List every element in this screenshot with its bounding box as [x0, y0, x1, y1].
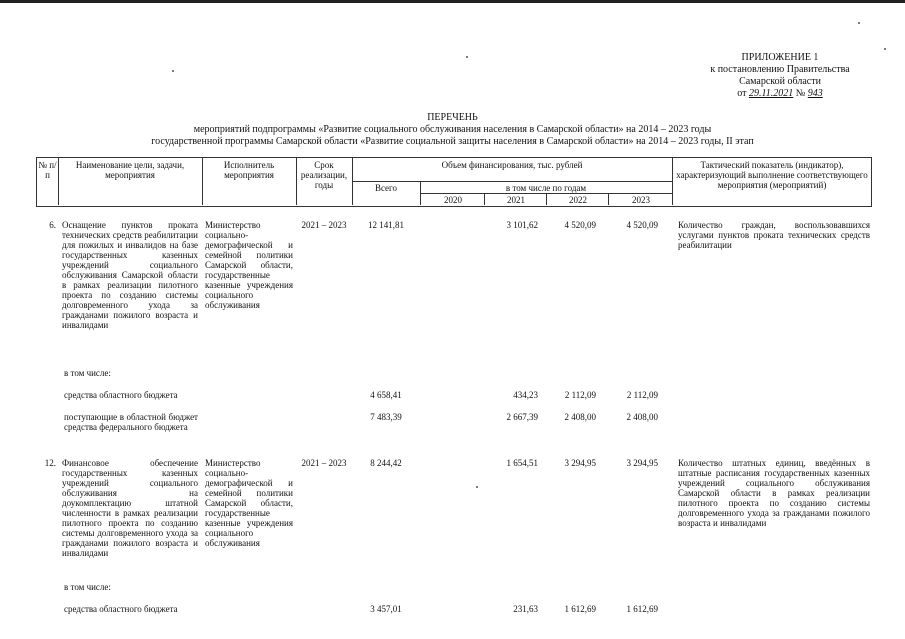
col-total: Всего	[374, 183, 398, 193]
row-2023: 1 612,69	[626, 604, 658, 614]
row-number: 6.	[49, 220, 56, 230]
row-label: поступающие в областной бюджет средства федерального бюджета	[64, 412, 198, 432]
row-2022: 2 408,00	[564, 412, 596, 422]
row-2021: 3 101,62	[506, 220, 538, 230]
row-2021: 2 667,39	[506, 412, 538, 422]
col-2021: 2021	[507, 195, 525, 205]
subtotal-label: в том числе:	[64, 582, 111, 592]
appendix-block	[660, 52, 900, 100]
appendix-line1: ПРИЛОЖЕНИЕ 1	[741, 52, 819, 63]
col-2023: 2023	[632, 195, 650, 205]
row-indicator: Количество штатных единиц, введённых в штатные расписания государственных казенных учреждений социального обслуживания Самарской области в рамках реализации пилотного проекта по созданию системы долговременного ухода за гражданами пожилого возраста и инвалидами	[678, 458, 870, 528]
date-handwritten: 29.11.2021	[748, 88, 794, 99]
row-2023: 2 408,00	[626, 412, 658, 422]
number-handwritten: 943	[807, 88, 823, 99]
row-executor: Министерство социально-демографической и семейной политики Самарской области, государственные казенные учреждения социального обслуживания	[205, 458, 293, 548]
scan-speck	[476, 486, 478, 488]
subtotal-label: в том числе:	[64, 368, 111, 378]
scan-speck	[858, 22, 860, 24]
divider	[420, 193, 672, 194]
row-total: 8 244,42	[370, 458, 402, 468]
divider	[202, 157, 203, 205]
row-executor: Министерство социально-демографической и семейной политики Самарской области, государственные казенные учреждения социального обслуживания	[205, 220, 293, 310]
row-term: 2021 – 2023	[301, 458, 347, 468]
divider	[484, 193, 485, 205]
number-prefix: №	[795, 88, 806, 99]
scan-speck	[884, 48, 886, 50]
col-2022: 2022	[569, 195, 587, 205]
row-2022: 1 612,69	[564, 604, 596, 614]
row-total: 4 658,41	[370, 390, 402, 400]
row-2023: 2 112,09	[626, 390, 658, 400]
scan-speck	[466, 56, 468, 58]
appendix-line2: к постановлению Правительства	[710, 64, 850, 75]
row-label: средства областного бюджета	[64, 390, 178, 400]
divider	[58, 157, 59, 205]
appendix-line3: Самарской области	[739, 76, 821, 87]
row-total: 3 457,01	[370, 604, 402, 614]
col-2020: 2020	[444, 195, 462, 205]
row-indicator: Количество граждан, воспользовавшихся услугами пунктов проката технических средств реабилитации	[678, 220, 870, 250]
col-executor: Исполнитель мероприятия	[223, 160, 275, 180]
divider	[352, 181, 672, 182]
appendix-date-line	[660, 88, 900, 100]
top-border	[0, 0, 905, 3]
row-2021: 1 654,51	[506, 458, 538, 468]
divider	[672, 157, 673, 205]
date-prefix: от	[737, 88, 747, 99]
row-2021: 231,63	[513, 604, 538, 614]
col-name: Наименование цели, задачи, мероприятия	[75, 160, 185, 180]
col-funding: Объем финансирования, тыс. рублей	[441, 160, 583, 170]
row-name: Оснащение пунктов проката технических средств реабилитации для пожилых и инвалидов на базе государственных казенных учреждений социального обслуживания Самарской области в рамках реализации пилотного проекта по созданию системы долговременного ухода за гражданами пожилого возраста и инвалидами	[62, 220, 198, 330]
col-term: Срок реализации, годы	[300, 160, 348, 190]
row-2022: 4 520,09	[564, 220, 596, 230]
row-total: 12 141,81	[368, 220, 404, 230]
row-2021: 434,23	[513, 390, 538, 400]
row-2022: 2 112,09	[564, 390, 596, 400]
doc-title: ПЕРЕЧЕНЬ	[427, 112, 478, 123]
row-2023: 3 294,95	[626, 458, 658, 468]
divider	[546, 193, 547, 205]
scan-speck	[172, 70, 174, 72]
divider	[608, 193, 609, 205]
row-number: 12.	[44, 458, 56, 468]
row-term: 2021 – 2023	[301, 220, 347, 230]
col-num: № п/п	[38, 160, 57, 180]
col-indicator: Тактический показатель (индикатор), характеризующий выполнение соответствующего мероприятия (мероприятий)	[676, 160, 868, 190]
row-name: Финансовое обеспечение государственных казенных учреждений социального обслуживания на доукомплектацию штатной численности в рамках реализации пилотного проекта по созданию системы долговременного ухода за гражданами пожилого возраста и инвалидами	[62, 458, 198, 558]
row-2022: 3 294,95	[564, 458, 596, 468]
row-2023: 4 520,09	[626, 220, 658, 230]
row-total: 7 483,39	[370, 412, 402, 422]
row-label: средства областного бюджета	[64, 604, 178, 614]
col-by-years: в том числе по годам	[505, 183, 587, 193]
doc-subtitle-1: мероприятий подпрограммы «Развитие социального обслуживания населения в Самарской области» на 2014 – 2023 годы	[193, 124, 712, 135]
doc-subtitle-2: государственной программы Самарской области «Развитие социальной защиты населения в Самарской области» на 2014 – 2023 годы, II этап	[151, 136, 754, 147]
divider	[296, 157, 297, 205]
